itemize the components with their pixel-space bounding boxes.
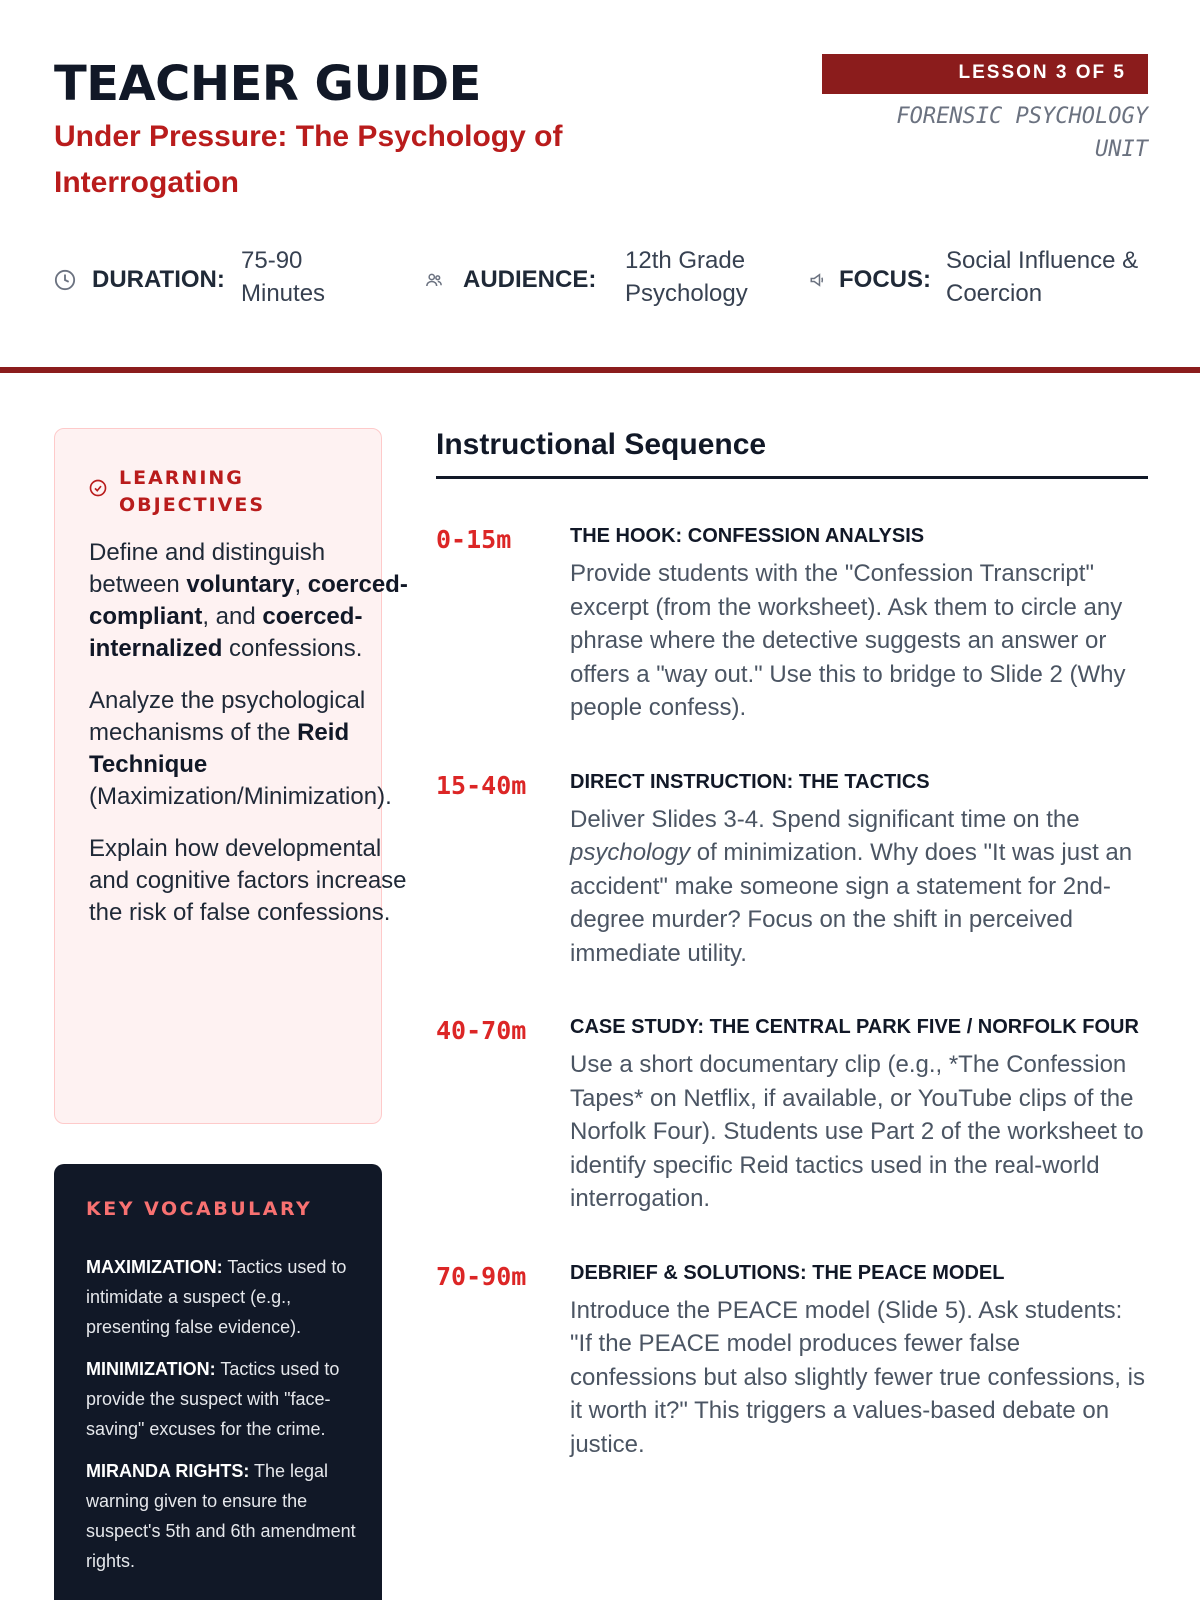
objective-item: Define and distinguish between voluntary, coerced-compliant, and coerced-internalized confessions.	[89, 539, 408, 662]
step-text: Use a short documentary clip (e.g., *The Confession Tapes* on Netflix, if available, or YouTube clips of the Norfolk Four). Students use Part 2 of the worksheet to identify specific Reid tactics used in the real-world interrogation.	[570, 1051, 1144, 1212]
vocab-item	[86, 1252, 356, 1342]
sequence-step	[436, 1260, 1148, 1462]
meta-duration	[54, 244, 354, 316]
lesson-subtitle: Under Pressure: The Psychology of Interrogation	[54, 120, 563, 199]
guide-header	[54, 0, 1148, 372]
objectives-header	[89, 465, 339, 519]
objective-item: Explain how developmental and cognitive factors increase the risk of false confessions.	[89, 835, 407, 926]
check-circle-icon	[89, 479, 107, 497]
sequence-title: Instructional Sequence	[436, 428, 1148, 479]
meta-duration-value: 75-90 Minutes	[241, 247, 326, 307]
vocab-definition: The legal warning given to ensure the suspect's 5th and 6th amendment rights.	[86, 1461, 356, 1571]
clock-icon	[54, 269, 76, 291]
sequence-step	[436, 769, 1148, 971]
vocab-term: MINIMIZATION:	[86, 1359, 216, 1379]
objectives-list	[89, 537, 419, 949]
vocab-definition: Tactics used to provide the suspect with "face-saving" excuses for the crime.	[86, 1359, 340, 1439]
step-text: Deliver Slides 3-4. Spend significant time on the psychology of minimization. Why does "It was just an accident" make someone sign a statement for 2nd-degree murder? Focus on the shift in perceived immediate utility.	[570, 805, 1133, 967]
vocab-title: KEY VOCABULARY	[86, 1198, 313, 1220]
sequence-step	[436, 523, 1148, 725]
doc-title: TEACHER GUIDE	[54, 56, 481, 112]
meta-audience-value: 12th Grade Psychology	[625, 247, 748, 307]
step-text: Provide students with the "Confession Transcript" excerpt (from the worksheet). Ask them to circle any phrase where the detective suggests an answer or offers a "way out." Use this to bridge to Slide 2 (Why people confess).	[570, 560, 1126, 721]
objective-item: Analyze the psychological mechanisms of the Reid Technique (Maximization/Minimization).	[89, 687, 392, 810]
vocab-definition: Tactics used to intimidate a suspect (e.g., presenting false evidence).	[86, 1257, 347, 1337]
step-time: 40-70m	[436, 1016, 527, 1045]
step-heading: CASE STUDY: THE CENTRAL PARK FIVE / NORFOLK FOUR	[570, 1016, 1139, 1038]
meta-audience	[425, 244, 765, 316]
step-text: Introduce the PEACE model (Slide 5). Ask students: "If the PEACE model produces fewer false confessions but also slightly fewer true confessions, is it worth it?" This triggers a values-based debate on justice.	[570, 1296, 1145, 1458]
instructional-sequence	[436, 428, 1148, 1505]
learning-objectives-panel	[54, 428, 408, 1124]
meta-focus-value: Social Influence & Coercion	[946, 247, 1139, 307]
sequence-step	[436, 1014, 1148, 1216]
sequence-steps	[436, 523, 1148, 1461]
vocab-term: MIRANDA RIGHTS:	[86, 1461, 250, 1481]
lesson-badge: LESSON 3 OF 5	[822, 54, 1148, 94]
megaphone-icon	[809, 271, 827, 289]
meta-audience-key: AUDIENCE:	[463, 266, 597, 293]
vocab-item	[86, 1354, 356, 1444]
step-time: 15-40m	[436, 770, 527, 800]
step-time: 0-15m	[436, 525, 512, 554]
step-heading: THE HOOK: CONFESSION ANALYSIS	[570, 525, 925, 547]
meta-focus	[809, 244, 1149, 316]
header-divider	[0, 367, 1200, 373]
meta-duration-key: DURATION:	[92, 266, 225, 293]
vocab-term: MAXIMIZATION:	[86, 1257, 223, 1277]
objectives-title: LEARNING OBJECTIVES	[119, 467, 266, 516]
vocab-item	[86, 1456, 356, 1576]
vocab-list	[86, 1252, 356, 1588]
unit-label: FORENSIC PSYCHOLOGY UNIT	[896, 104, 1148, 162]
users-icon	[425, 271, 443, 289]
meta-focus-key: FOCUS:	[839, 266, 931, 293]
step-heading: DEBRIEF & SOLUTIONS: THE PEACE MODEL	[570, 1261, 1005, 1284]
step-heading: DIRECT INSTRUCTION: THE TACTICS	[570, 770, 930, 793]
step-time: 70-90m	[436, 1261, 527, 1291]
key-vocabulary-panel	[54, 1164, 382, 1600]
